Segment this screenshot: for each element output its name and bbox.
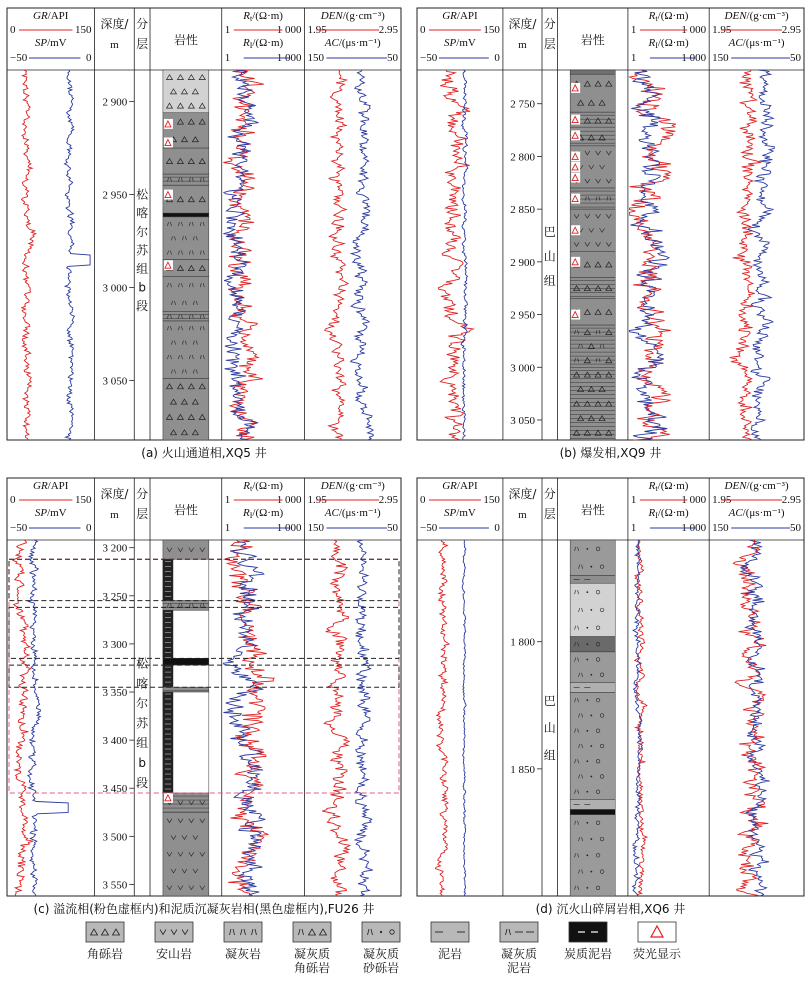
curve-name: SP (444, 507, 457, 519)
depth-tick-label: 3 300 (102, 638, 128, 651)
carbonaceous-mudstone-band (163, 665, 173, 687)
depth-tick-label: 2 950 (510, 309, 536, 322)
depth-unit: m (518, 509, 527, 521)
curve-unit: /(Ω·m) (657, 480, 689, 492)
den-header (724, 10, 789, 22)
lith-layer (163, 321, 209, 379)
lith-layer (163, 812, 209, 896)
lith-layer (570, 810, 615, 815)
legend-swatch (569, 922, 607, 942)
depth-header: 深度/ (100, 17, 129, 31)
legend-label: 凝灰质 (500, 947, 538, 961)
ac-header (728, 37, 785, 49)
curve-sub: I (249, 511, 253, 520)
legend-label: 砂砾岩 (362, 961, 400, 975)
curve-name: SP (34, 507, 48, 519)
depth-tick-label: 3 000 (102, 282, 128, 295)
lith-layer (570, 693, 615, 800)
well-panel-xq6 (417, 478, 804, 916)
scale-max: 1 000 (276, 522, 302, 534)
formation-label-char: 松 (136, 187, 149, 202)
lith-layer (163, 687, 209, 692)
scale-min: 1 (224, 522, 231, 534)
den-header (320, 10, 385, 22)
scale-min: −50 (420, 522, 438, 534)
lith-layer (163, 213, 209, 217)
depth-tick-label: 1 850 (510, 763, 536, 776)
curve-name: GR (33, 10, 48, 22)
depth-unit: m (518, 39, 527, 51)
scale-min: 1.95 (712, 24, 732, 36)
scale-max: 150 (483, 494, 500, 506)
formation-label-char: 尔 (136, 224, 149, 239)
scale-max: 1 000 (681, 24, 707, 36)
legend-swatch (155, 922, 193, 942)
ac-header (324, 507, 381, 519)
depth-tick-label: 3 250 (102, 590, 128, 603)
curve-sub: t (655, 14, 658, 23)
lith-layer (163, 540, 209, 559)
legend-item-tuff-breccia (293, 922, 331, 975)
layer-header: 分 (136, 487, 149, 501)
curve-unit: /(Ω·m) (252, 10, 283, 22)
scale-max: 50 (790, 522, 801, 534)
sand-dot (586, 591, 588, 593)
fluo-bg (571, 83, 580, 93)
lith-layer (163, 312, 209, 321)
sand-dot (380, 931, 382, 933)
sand-dot (586, 548, 588, 550)
sand-dot (586, 791, 588, 793)
scale-max: 2.95 (378, 494, 398, 506)
curve-unit: /mV (47, 507, 67, 519)
sand-dot (586, 699, 588, 701)
scale-min: 1 (630, 24, 637, 36)
scale-min: 1 (630, 522, 637, 534)
formation-label-char: 段 (136, 299, 149, 314)
fluo-bg (571, 310, 580, 320)
curve-unit: /(Ω·m) (252, 37, 284, 49)
depth-tick-label: 3 550 (102, 879, 128, 892)
sp-header (444, 507, 476, 519)
legend-label: 角砾岩 (293, 961, 331, 975)
scale-max: 0 (85, 52, 92, 64)
well-panel-xq5 (7, 8, 401, 460)
lith-layer (570, 652, 615, 683)
panel-caption: (d) 沉火山碎屑岩相,XQ6 井 (535, 902, 686, 916)
depth-tick-label: 3 050 (102, 375, 128, 388)
legend-swatch (224, 922, 262, 942)
curve-name: R (243, 10, 250, 22)
legend-item-tuff (224, 922, 262, 961)
depth-tick-label: 2 900 (102, 96, 128, 109)
legend-item-mud (431, 922, 469, 961)
formation-label-char: 苏 (136, 243, 149, 258)
curve-sub: I (655, 511, 658, 520)
scale-min: 150 (712, 52, 729, 64)
scale-max: 1 000 (276, 24, 302, 36)
formation-label-char: 组 (543, 748, 556, 763)
curve-unit: /API (47, 480, 69, 492)
curve-sub: I (655, 41, 658, 50)
scale-min: 1.95 (307, 494, 327, 506)
curve-name: R (648, 507, 656, 519)
formation-label-char: 段 (136, 776, 149, 791)
curve-sub: I (249, 41, 253, 50)
sand-dot (590, 609, 592, 611)
legend-label: 凝灰质 (293, 947, 331, 961)
curve-unit: /(Ω·m) (252, 507, 284, 519)
legend-item-tuff-sand (362, 922, 400, 975)
curve-name: DEN (320, 10, 343, 22)
formation-label-char: 山 (543, 249, 556, 264)
curve-unit: /mV (456, 507, 476, 519)
den-header (724, 480, 789, 492)
scale-max: 2.95 (378, 24, 398, 36)
sand-dot (590, 674, 592, 676)
legend-label: 凝灰岩 (224, 947, 262, 961)
depth-header: 深度/ (508, 17, 537, 31)
panel-caption: (a) 火山通道相,XQ5 井 (141, 446, 267, 460)
sand-dot (586, 822, 588, 824)
depth-tick-label: 1 800 (510, 636, 536, 649)
legend-label: 角砾岩 (86, 947, 124, 961)
curve-name: R (648, 37, 656, 49)
depth-tick-label: 3 000 (510, 362, 536, 375)
scale-min: −50 (10, 522, 28, 534)
curve-name: DEN (320, 480, 343, 492)
sand-dot (590, 715, 592, 717)
depth-tick-label: 2 800 (510, 151, 536, 164)
panel-caption: (b) 爆发相,XQ9 井 (559, 446, 662, 460)
scale-min: 150 (712, 522, 729, 534)
legend-label: 泥岩 (437, 947, 463, 961)
fluo-bg (571, 173, 580, 183)
ri-header (647, 507, 689, 520)
scale-max: 1 000 (681, 494, 707, 506)
fluo-bg (571, 194, 580, 204)
legend-label: 炭质泥岩 (563, 947, 613, 961)
lith-layer (163, 658, 209, 665)
sand-dot (590, 838, 592, 840)
sand-dot (586, 627, 588, 629)
formation-label-char: 喀 (136, 206, 149, 221)
layer-header: 分 (543, 17, 556, 31)
sand-dot (590, 566, 592, 568)
formation-label-char: 组 (136, 261, 149, 276)
curve-name: GR (442, 10, 457, 22)
layer-header: 层 (136, 507, 149, 521)
curve-name: DEN (724, 480, 747, 492)
curve-name: DEN (724, 10, 747, 22)
sand-dot (586, 730, 588, 732)
gr-header (442, 10, 478, 22)
layer-header: 层 (543, 507, 556, 521)
gr-header (33, 10, 69, 22)
sand-dot (586, 887, 588, 889)
legend-item-coal (564, 922, 612, 961)
curve-name: R (243, 480, 250, 492)
legend-item-mud-tuff (500, 922, 538, 975)
fluo-bg (571, 225, 580, 235)
scale-max: 0 (494, 52, 500, 64)
scale-min: 1 (224, 24, 231, 36)
fluo-bg (164, 138, 173, 148)
lith-layer (570, 70, 615, 74)
fluo-bg (164, 260, 173, 270)
depth-unit: m (110, 509, 119, 521)
lith-layer (163, 276, 209, 311)
scale-max: 1 000 (276, 494, 302, 506)
curve-unit: /(g·cm⁻³) (342, 10, 385, 22)
curve-unit: /(Ω·m) (657, 507, 689, 519)
curve-unit: /API (456, 10, 478, 22)
scale-min: −50 (10, 52, 28, 64)
legend-label: 泥岩 (506, 961, 532, 975)
curve-unit: /(g·cm⁻³) (746, 480, 789, 492)
curve-name: R (243, 37, 250, 49)
curve-unit: /API (47, 10, 69, 22)
sand-dot (586, 643, 588, 645)
fluo-bg (571, 162, 580, 172)
ri-header (242, 37, 284, 50)
carbonaceous-mudstone-band (163, 692, 173, 793)
sand-dot (586, 854, 588, 856)
den-header (320, 480, 385, 492)
well-panel-fu26 (7, 478, 401, 916)
legend-item-breccia (86, 922, 124, 961)
legend-item-fluo (633, 922, 682, 961)
depth-unit: m (110, 39, 119, 51)
curve-name: GR (33, 480, 48, 492)
scale-min: 0 (10, 494, 16, 506)
scale-max: 2.95 (781, 494, 801, 506)
formation-label-char: 组 (136, 736, 149, 751)
scale-max: 50 (387, 522, 398, 534)
depth-tick-label: 3 450 (102, 783, 128, 796)
curve-unit: /(g·cm⁻³) (342, 480, 385, 492)
fluo-bg (571, 115, 580, 125)
fluo-bg (571, 130, 580, 140)
curve-unit: /(μs·m⁻¹) (742, 507, 785, 519)
lith-layer (570, 815, 615, 896)
ri-header (242, 507, 284, 520)
sand-dot (590, 776, 592, 778)
curve-name: R (243, 507, 250, 519)
scale-min: 1 (630, 494, 637, 506)
formation-label-char: b (138, 756, 146, 771)
layer-header: 分 (543, 487, 556, 501)
depth-tick-label: 3 050 (510, 414, 536, 427)
scale-min: 1.95 (712, 494, 732, 506)
formation-label-char: 喀 (136, 676, 149, 691)
curve-unit: /(Ω·m) (252, 480, 283, 492)
formation-label-char: 山 (543, 721, 556, 736)
scale-max: 50 (387, 52, 398, 64)
scale-max: 2.95 (781, 24, 801, 36)
depth-tick-label: 2 900 (510, 256, 536, 269)
depth-header: 深度/ (508, 487, 537, 501)
lith-layer (163, 379, 209, 440)
curve-name: R (648, 480, 656, 492)
legend-label: 凝灰质 (362, 947, 400, 961)
scale-min: 1 (630, 52, 637, 64)
formation-label-char: 尔 (136, 696, 149, 711)
fluo-bg (164, 793, 173, 803)
rt-header (242, 10, 283, 23)
carbonaceous-mudstone-band (163, 559, 173, 600)
scale-min: 0 (420, 24, 426, 36)
lithology-header: 岩性 (173, 33, 198, 47)
curve-unit: /(g·cm⁻³) (746, 10, 789, 22)
lith-layer (163, 148, 209, 174)
curve-unit: /(μs·m⁻¹) (742, 37, 785, 49)
scale-min: 150 (307, 52, 324, 64)
depth-tick-label: 3 350 (102, 687, 128, 700)
depth-tick-label: 3 500 (102, 831, 128, 844)
curve-name: AC (324, 37, 339, 49)
formation-label-char: 松 (136, 656, 149, 671)
lith-layer (163, 174, 209, 185)
formation-label-char: 巴 (543, 694, 556, 709)
panel-caption: (c) 溢流相(粉色虚框内)和泥质沉凝灰岩相(黑色虚框内),FU26 井 (33, 902, 375, 916)
curve-unit: /mV (47, 37, 67, 49)
ac-header (728, 507, 785, 519)
curve-name: AC (728, 37, 743, 49)
curve-sub: t (249, 14, 253, 23)
curve-unit: /(μs·m⁻¹) (338, 37, 381, 49)
layer-header: 分 (136, 17, 149, 31)
scale-min: 0 (10, 24, 16, 36)
layer-header: 层 (136, 37, 149, 51)
legend-swatch (293, 922, 331, 942)
lithology-header: 岩性 (173, 503, 198, 517)
depth-tick-label: 2 750 (510, 98, 536, 111)
fluo-bg (164, 119, 173, 129)
scale-max: 150 (483, 24, 500, 36)
lith-layer (570, 74, 615, 112)
scale-min: 150 (307, 522, 324, 534)
depth-tick-label: 3 200 (102, 542, 128, 555)
well-log-panels (7, 8, 804, 916)
lith-layer (570, 540, 615, 576)
lithology-legend (86, 922, 682, 975)
rt-header (648, 10, 689, 23)
sand-dot (586, 760, 588, 762)
depth-tick-label: 2 950 (102, 189, 128, 202)
legend-item-andesite (155, 922, 193, 961)
gr-header (33, 480, 69, 492)
layer-header: 层 (543, 37, 556, 51)
formation-label-char: 组 (543, 274, 556, 289)
scale-max: 1 000 (681, 522, 707, 534)
curve-unit: /(Ω·m) (657, 37, 689, 49)
curve-sub: t (655, 484, 658, 493)
scale-max: 0 (494, 522, 500, 534)
ac-header (324, 37, 381, 49)
scale-max: 50 (790, 52, 801, 64)
fluo-bg (571, 257, 580, 267)
depth-header: 深度/ (100, 487, 129, 501)
lith-layer (570, 637, 615, 652)
curve-name: GR (442, 480, 457, 492)
curve-unit: /API (456, 480, 478, 492)
legend-label: 荧光显示 (632, 947, 682, 961)
legend-swatch (86, 922, 124, 942)
sp-header (444, 37, 476, 49)
lithology-header: 岩性 (580, 503, 605, 517)
curve-name: SP (444, 37, 457, 49)
depth-tick-label: 2 850 (510, 204, 536, 217)
formation-label-char: b (138, 280, 146, 295)
formation-label-char: 苏 (136, 716, 149, 731)
depth-tick-label: 3 400 (102, 735, 128, 748)
sp-header (35, 37, 67, 49)
fluo-bg (164, 190, 173, 200)
scale-min: 1 (224, 494, 231, 506)
sp-header (35, 507, 67, 519)
formation-label-char: 巴 (543, 224, 556, 239)
gr-header (442, 480, 478, 492)
scale-max: 0 (85, 522, 92, 534)
curve-unit: /(Ω·m) (657, 10, 689, 22)
lithology-header: 岩性 (580, 33, 605, 47)
scale-min: −50 (420, 52, 438, 64)
lith-layer (570, 583, 615, 636)
rt-header (648, 480, 689, 493)
scale-max: 1 000 (681, 52, 707, 64)
fluo-bg (571, 151, 580, 161)
rt-header (242, 480, 283, 493)
legend-label: 安山岩 (155, 947, 193, 961)
scale-min: 0 (420, 494, 426, 506)
sand-dot (590, 871, 592, 873)
curve-unit: /mV (456, 37, 476, 49)
curve-unit: /(μs·m⁻¹) (338, 507, 381, 519)
scale-min: 1.95 (307, 24, 327, 36)
curve-name: AC (728, 507, 743, 519)
sand-dot (586, 659, 588, 661)
scale-max: 1 000 (276, 52, 302, 64)
well-panel-xq9 (417, 8, 804, 460)
curve-name: SP (34, 37, 48, 49)
ri-header (647, 37, 689, 50)
curve-sub: t (249, 484, 253, 493)
scale-max: 150 (74, 24, 92, 36)
lith-layer (163, 601, 209, 611)
curve-name: R (648, 10, 656, 22)
scale-max: 150 (74, 494, 92, 506)
sand-dot (590, 745, 592, 747)
scale-min: 1 (224, 52, 231, 64)
curve-name: AC (324, 507, 339, 519)
